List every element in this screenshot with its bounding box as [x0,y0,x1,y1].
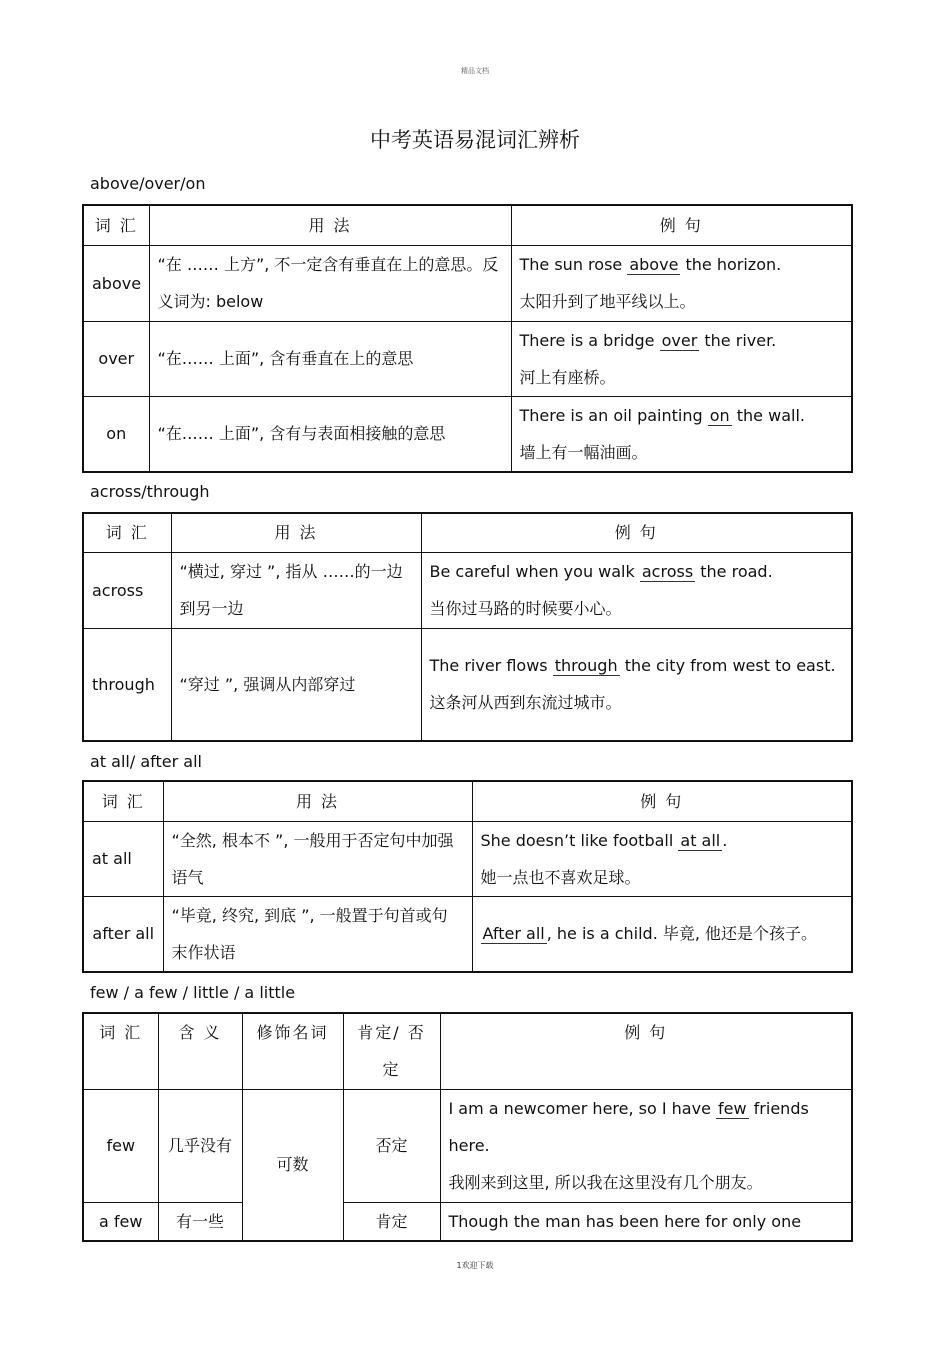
usage-cell: “在…… 上面”, 含有与表面相接触的意思 [149,396,511,472]
example-text: friends here. [448,1099,809,1155]
example-cell [472,896,852,972]
meaning-cell: 几乎没有 [158,1089,242,1202]
page-header: 精品文档 [461,67,489,75]
header-word: 词 汇 [83,781,163,821]
section-heading-across-through: across/through [90,482,210,501]
example-text: There is a bridge [519,330,655,350]
table-row [83,1202,852,1241]
answer-blank: at all [680,830,721,850]
answer-blank: across [641,562,694,581]
header-usage: 用 法 [163,781,472,821]
example-text: . [722,830,728,850]
table-row [83,321,852,396]
table-row [83,821,852,896]
example-text: the city from west to east. [624,656,836,676]
example-text: The river flows [429,656,548,676]
word-cell: on [83,396,149,472]
answer-blank: above [629,255,679,274]
answer-blank: on [709,405,730,425]
example-text: the wall. [736,405,805,425]
table-row [83,552,852,628]
page-title: 中考英语易混词汇辨析 [370,128,580,152]
header-example: 例 句 [511,205,852,245]
word-cell: over [83,321,149,396]
table-header-row [83,513,852,552]
noun-type-cell: 可数 [242,1089,343,1241]
answer-blank: few [718,1099,747,1118]
table-across-through [82,512,853,742]
example-cell [511,396,852,472]
example-translation: 她一点也不喜欢足球。 [480,867,641,887]
example-translation: 我刚来到这里, 所以我在这里没有几个朋友。 [448,1173,763,1192]
example-cell [440,1089,852,1202]
example-translation: 当你过马路的时候要小心。 [429,599,622,618]
section-heading-above-over-on: above/over/on [90,174,206,193]
example-translation: 这条河从西到东流过城市。 [429,693,622,713]
header-word: 词 汇 [83,205,149,245]
example-text: The sun rose [519,255,623,274]
word-cell: at all [83,821,163,896]
example-text: , he is a child. 毕竟, 他还是个孩子。 [546,924,818,944]
answer-blank: through [554,656,618,676]
word-cell: after all [83,896,163,972]
table-row [83,628,852,741]
usage-cell: “穿过 ”, 强调从内部穿过 [171,628,421,741]
table-row [83,1089,852,1202]
table-row [83,396,852,472]
header-meaning: 含 义 [158,1013,242,1089]
table-above-over-on [82,204,853,473]
table-row [83,245,852,321]
example-cell [421,628,852,741]
example-text: There is an oil painting [519,405,703,425]
header-example: 例 句 [440,1013,852,1089]
example-text: the river. [704,330,777,350]
example-translation: 河上有座桥。 [519,367,616,387]
example-cell [511,321,852,396]
example-text: Be careful when you walk [429,562,635,581]
table-header-row [83,1013,852,1089]
header-usage: 用 法 [149,205,511,245]
word-cell: few [83,1089,158,1202]
word-cell: above [83,245,149,321]
table-at-all-after-all [82,780,853,973]
header-usage: 用 法 [171,513,421,552]
answer-blank: over [661,330,698,350]
section-heading-few-little: few / a few / little / a little [90,983,296,1002]
polarity-cell: 肯定 [343,1202,440,1241]
header-word: 词 汇 [83,513,171,552]
example-translation: 墙上有一幅油画。 [519,442,648,462]
table-header-row [83,781,852,821]
section-heading-at-all-after-all: at all/ after all [90,752,202,771]
header-example: 例 句 [472,781,852,821]
example-text: the road. [700,562,773,581]
example-text: the horizon. [685,255,782,274]
table-few-little [82,1012,853,1242]
usage-cell: “横过, 穿过 ”, 指从 ……的一边到另一边 [171,552,421,628]
example-text: I am a newcomer here, so I have [448,1099,711,1118]
answer-blank: After all [482,924,545,944]
page-footer: 1欢迎下载 [456,1261,494,1270]
header-noun-type: 修饰名词 [242,1013,343,1089]
example-translation: 太阳升到了地平线以上。 [519,292,696,311]
example-text: She doesn’t like football [480,830,674,850]
header-polarity: 肯定/ 否定 [343,1013,440,1089]
example-text: Though the man has been here for only one [448,1211,802,1231]
example-cell [472,821,852,896]
example-cell [511,245,852,321]
usage-cell: “毕竟, 终究, 到底 ”, 一般置于句首或句末作状语 [163,896,472,972]
meaning-cell: 有一些 [158,1202,242,1241]
header-word: 词 汇 [83,1013,158,1089]
example-cell [421,552,852,628]
example-cell [440,1202,852,1241]
polarity-cell: 否定 [343,1089,440,1202]
word-cell: across [83,552,171,628]
usage-cell: “在…… 上面”, 含有垂直在上的意思 [149,321,511,396]
usage-cell: “全然, 根本不 ”, 一般用于否定句中加强语气 [163,821,472,896]
word-cell: a few [83,1202,158,1241]
word-cell: through [83,628,171,741]
usage-cell: “在 …… 上方”, 不一定含有垂直在上的意思。反义词为: below [149,245,511,321]
table-row [83,896,852,972]
header-example: 例 句 [421,513,852,552]
table-header-row [83,205,852,245]
